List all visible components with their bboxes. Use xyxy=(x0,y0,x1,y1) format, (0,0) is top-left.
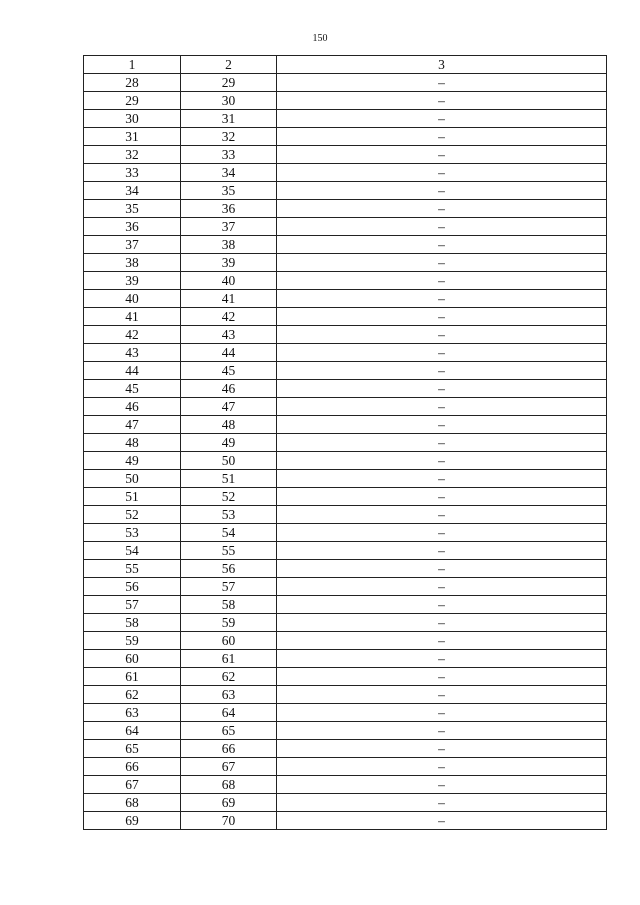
table-cell-col-3: – xyxy=(277,74,607,92)
table-cell-col-1: 36 xyxy=(84,218,181,236)
table-row xyxy=(84,326,607,344)
table-cell-col-2: 48 xyxy=(181,416,277,434)
table-row xyxy=(84,578,607,596)
table-cell-col-2: 49 xyxy=(181,434,277,452)
table-cell-col-2: 70 xyxy=(181,812,277,830)
table-cell-col-2: 60 xyxy=(181,632,277,650)
table-cell-col-1: 42 xyxy=(84,326,181,344)
table-cell-col-1: 50 xyxy=(84,470,181,488)
table-cell-col-3: – xyxy=(277,704,607,722)
table-cell-col-3: – xyxy=(277,344,607,362)
table-row xyxy=(84,596,607,614)
table-cell-col-3: – xyxy=(277,740,607,758)
table-cell-col-3: – xyxy=(277,236,607,254)
table-cell-col-3: – xyxy=(277,290,607,308)
table-row xyxy=(84,812,607,830)
table-body xyxy=(84,74,607,830)
table-cell-col-3: – xyxy=(277,776,607,794)
table-cell-col-1: 43 xyxy=(84,344,181,362)
table-cell-col-2: 61 xyxy=(181,650,277,668)
table-cell-col-1: 28 xyxy=(84,74,181,92)
table-row xyxy=(84,542,607,560)
column-header-1: 1 xyxy=(84,56,181,74)
table-cell-col-2: 52 xyxy=(181,488,277,506)
table-cell-col-2: 63 xyxy=(181,686,277,704)
table-row xyxy=(84,200,607,218)
table-cell-col-2: 36 xyxy=(181,200,277,218)
table-cell-col-1: 62 xyxy=(84,686,181,704)
table-cell-col-3: – xyxy=(277,488,607,506)
table-cell-col-3: – xyxy=(277,254,607,272)
table-row xyxy=(84,344,607,362)
table-row xyxy=(84,290,607,308)
table-cell-col-1: 47 xyxy=(84,416,181,434)
table-cell-col-2: 46 xyxy=(181,380,277,398)
column-header-2: 2 xyxy=(181,56,277,74)
table-cell-col-2: 64 xyxy=(181,704,277,722)
table-cell-col-1: 34 xyxy=(84,182,181,200)
table-cell-col-3: – xyxy=(277,794,607,812)
table-cell-col-2: 31 xyxy=(181,110,277,128)
page-number: 150 xyxy=(312,33,328,44)
table-cell-col-1: 65 xyxy=(84,740,181,758)
table-row xyxy=(84,470,607,488)
table-cell-col-3: – xyxy=(277,452,607,470)
table-row xyxy=(84,398,607,416)
table-cell-col-2: 47 xyxy=(181,398,277,416)
table-cell-col-3: – xyxy=(277,668,607,686)
table-cell-col-3: – xyxy=(277,506,607,524)
table-cell-col-2: 38 xyxy=(181,236,277,254)
table-cell-col-2: 66 xyxy=(181,740,277,758)
table-cell-col-3: – xyxy=(277,650,607,668)
table-cell-col-1: 51 xyxy=(84,488,181,506)
table-cell-col-2: 59 xyxy=(181,614,277,632)
table-row xyxy=(84,146,607,164)
table-cell-col-1: 45 xyxy=(84,380,181,398)
table-cell-col-2: 39 xyxy=(181,254,277,272)
column-header-3: 3 xyxy=(277,56,607,74)
table-cell-col-3: – xyxy=(277,272,607,290)
table-cell-col-1: 61 xyxy=(84,668,181,686)
table-cell-col-3: – xyxy=(277,578,607,596)
table-row xyxy=(84,110,607,128)
table-row xyxy=(84,668,607,686)
table-cell-col-3: – xyxy=(277,614,607,632)
table-row xyxy=(84,506,607,524)
table-row xyxy=(84,776,607,794)
table-cell-col-1: 68 xyxy=(84,794,181,812)
table-cell-col-2: 62 xyxy=(181,668,277,686)
table-cell-col-1: 57 xyxy=(84,596,181,614)
table-cell-col-2: 42 xyxy=(181,308,277,326)
table-cell-col-1: 53 xyxy=(84,524,181,542)
table-cell-col-3: – xyxy=(277,146,607,164)
table-cell-col-3: – xyxy=(277,308,607,326)
table-row xyxy=(84,362,607,380)
table-cell-col-2: 67 xyxy=(181,758,277,776)
table-cell-col-3: – xyxy=(277,596,607,614)
table-row xyxy=(84,614,607,632)
table-cell-col-3: – xyxy=(277,470,607,488)
table-row xyxy=(84,650,607,668)
table-cell-col-1: 40 xyxy=(84,290,181,308)
table-cell-col-3: – xyxy=(277,812,607,830)
table-cell-col-3: – xyxy=(277,416,607,434)
table-cell-col-2: 56 xyxy=(181,560,277,578)
table-cell-col-1: 55 xyxy=(84,560,181,578)
table-row xyxy=(84,254,607,272)
table-row xyxy=(84,380,607,398)
table-row xyxy=(84,434,607,452)
table-cell-col-2: 43 xyxy=(181,326,277,344)
table-cell-col-1: 56 xyxy=(84,578,181,596)
table-row xyxy=(84,488,607,506)
table-cell-col-3: – xyxy=(277,218,607,236)
table-cell-col-3: – xyxy=(277,110,607,128)
table-cell-col-1: 37 xyxy=(84,236,181,254)
table-row xyxy=(84,128,607,146)
table-cell-col-2: 45 xyxy=(181,362,277,380)
table-row xyxy=(84,632,607,650)
table-cell-col-2: 55 xyxy=(181,542,277,560)
table-row xyxy=(84,794,607,812)
table-cell-col-1: 41 xyxy=(84,308,181,326)
table-cell-col-3: – xyxy=(277,200,607,218)
table-row xyxy=(84,236,607,254)
table-cell-col-2: 57 xyxy=(181,578,277,596)
table-row xyxy=(84,452,607,470)
table-cell-col-3: – xyxy=(277,398,607,416)
table-cell-col-2: 30 xyxy=(181,92,277,110)
table-cell-col-1: 31 xyxy=(84,128,181,146)
table-row xyxy=(84,704,607,722)
table-cell-col-2: 68 xyxy=(181,776,277,794)
table-header xyxy=(84,56,607,74)
table-cell-col-2: 69 xyxy=(181,794,277,812)
table-row xyxy=(84,560,607,578)
table-cell-col-2: 41 xyxy=(181,290,277,308)
table-cell-col-2: 50 xyxy=(181,452,277,470)
table-cell-col-1: 32 xyxy=(84,146,181,164)
table-cell-col-3: – xyxy=(277,542,607,560)
table-row xyxy=(84,92,607,110)
table-row xyxy=(84,164,607,182)
table-row xyxy=(84,308,607,326)
table-cell-col-1: 49 xyxy=(84,452,181,470)
table-cell-col-1: 38 xyxy=(84,254,181,272)
table-cell-col-3: – xyxy=(277,524,607,542)
table-cell-col-2: 53 xyxy=(181,506,277,524)
table-cell-col-1: 64 xyxy=(84,722,181,740)
table-cell-col-1: 69 xyxy=(84,812,181,830)
table-row xyxy=(84,740,607,758)
header-row xyxy=(84,56,607,74)
table-cell-col-1: 54 xyxy=(84,542,181,560)
table-cell-col-1: 59 xyxy=(84,632,181,650)
table-row xyxy=(84,686,607,704)
table-row xyxy=(84,74,607,92)
table-cell-col-3: – xyxy=(277,560,607,578)
table-cell-col-2: 32 xyxy=(181,128,277,146)
table-cell-col-1: 35 xyxy=(84,200,181,218)
table-row xyxy=(84,182,607,200)
table-cell-col-1: 48 xyxy=(84,434,181,452)
table-cell-col-2: 29 xyxy=(181,74,277,92)
table-cell-col-2: 33 xyxy=(181,146,277,164)
table-cell-col-3: – xyxy=(277,164,607,182)
table-cell-col-3: – xyxy=(277,326,607,344)
table-cell-col-1: 52 xyxy=(84,506,181,524)
table-cell-col-1: 46 xyxy=(84,398,181,416)
table-cell-col-3: – xyxy=(277,722,607,740)
table-row xyxy=(84,524,607,542)
table-cell-col-2: 58 xyxy=(181,596,277,614)
table-cell-col-3: – xyxy=(277,362,607,380)
table-cell-col-3: – xyxy=(277,758,607,776)
table-cell-col-3: – xyxy=(277,128,607,146)
table-row xyxy=(84,722,607,740)
table-cell-col-1: 29 xyxy=(84,92,181,110)
table-cell-col-1: 58 xyxy=(84,614,181,632)
table-cell-col-1: 66 xyxy=(84,758,181,776)
table-cell-col-3: – xyxy=(277,434,607,452)
table-cell-col-3: – xyxy=(277,632,607,650)
data-table xyxy=(83,55,607,830)
table-row xyxy=(84,758,607,776)
table-cell-col-3: – xyxy=(277,686,607,704)
table-cell-col-2: 35 xyxy=(181,182,277,200)
table-cell-col-1: 63 xyxy=(84,704,181,722)
table-cell-col-2: 44 xyxy=(181,344,277,362)
table-cell-col-1: 60 xyxy=(84,650,181,668)
table-cell-col-2: 51 xyxy=(181,470,277,488)
table-cell-col-3: – xyxy=(277,182,607,200)
table-cell-col-2: 54 xyxy=(181,524,277,542)
table-cell-col-2: 65 xyxy=(181,722,277,740)
table-cell-col-1: 39 xyxy=(84,272,181,290)
table-row xyxy=(84,218,607,236)
table-cell-col-1: 33 xyxy=(84,164,181,182)
table-cell-col-3: – xyxy=(277,92,607,110)
table-row xyxy=(84,416,607,434)
table-cell-col-1: 30 xyxy=(84,110,181,128)
table-cell-col-2: 40 xyxy=(181,272,277,290)
table-cell-col-1: 67 xyxy=(84,776,181,794)
table-cell-col-2: 34 xyxy=(181,164,277,182)
table-row xyxy=(84,272,607,290)
table-cell-col-1: 44 xyxy=(84,362,181,380)
table-cell-col-3: – xyxy=(277,380,607,398)
table-cell-col-2: 37 xyxy=(181,218,277,236)
